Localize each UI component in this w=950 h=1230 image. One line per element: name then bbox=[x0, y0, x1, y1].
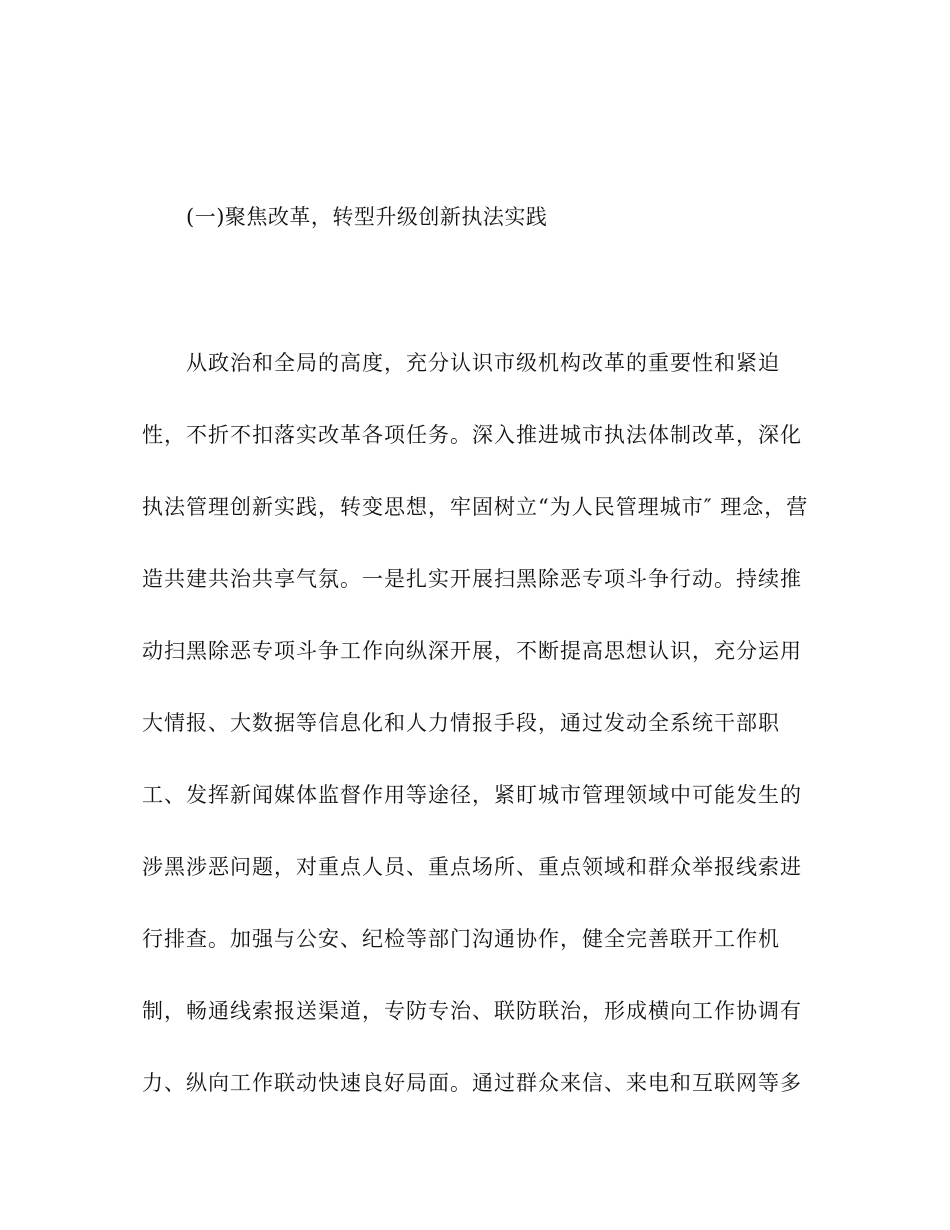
paragraph-line: 工、发挥新闻媒体监督作用等途径，紧盯城市管理领域中可能发生的 bbox=[142, 783, 802, 807]
paragraph-line: 力、纵向工作联动快速良好局面。通过群众来信、来电和互联网等多 bbox=[142, 1071, 802, 1095]
section-heading: (一)聚焦改革，转型升级创新执法实践 bbox=[186, 205, 548, 229]
paragraph-line: 从政治和全局的高度，充分认识市级机构改革的重要性和紧迫 bbox=[186, 351, 780, 375]
paragraph-line: 大情报、大数据等信息化和人力情报手段，通过发动全系统干部职 bbox=[142, 711, 780, 735]
paragraph-line: 性，不折不扣落实改革各项任务。深入推进城市执法体制改革，深化 bbox=[142, 423, 802, 447]
paragraph-line: 制，畅通线索报送渠道，专防专治、联防联治，形成横向工作协调有 bbox=[142, 999, 802, 1023]
paragraph-line: 造共建共治共享气氛。一是扎实开展扫黑除恶专项斗争行动。持续推 bbox=[142, 567, 802, 591]
paragraph-line: 动扫黑除恶专项斗争工作向纵深开展，不断提高思想认识，充分运用 bbox=[142, 639, 802, 663]
paragraph-line: 行排查。加强与公安、纪检等部门沟通协作，健全完善联开工作机 bbox=[142, 927, 780, 951]
paragraph-line: 涉黑涉恶问题，对重点人员、重点场所、重点领域和群众举报线索进 bbox=[142, 855, 802, 879]
paragraph-line: 执法管理创新实践，转变思想，牢固树立“为人民管理城市″ 理念，营 bbox=[142, 495, 809, 519]
